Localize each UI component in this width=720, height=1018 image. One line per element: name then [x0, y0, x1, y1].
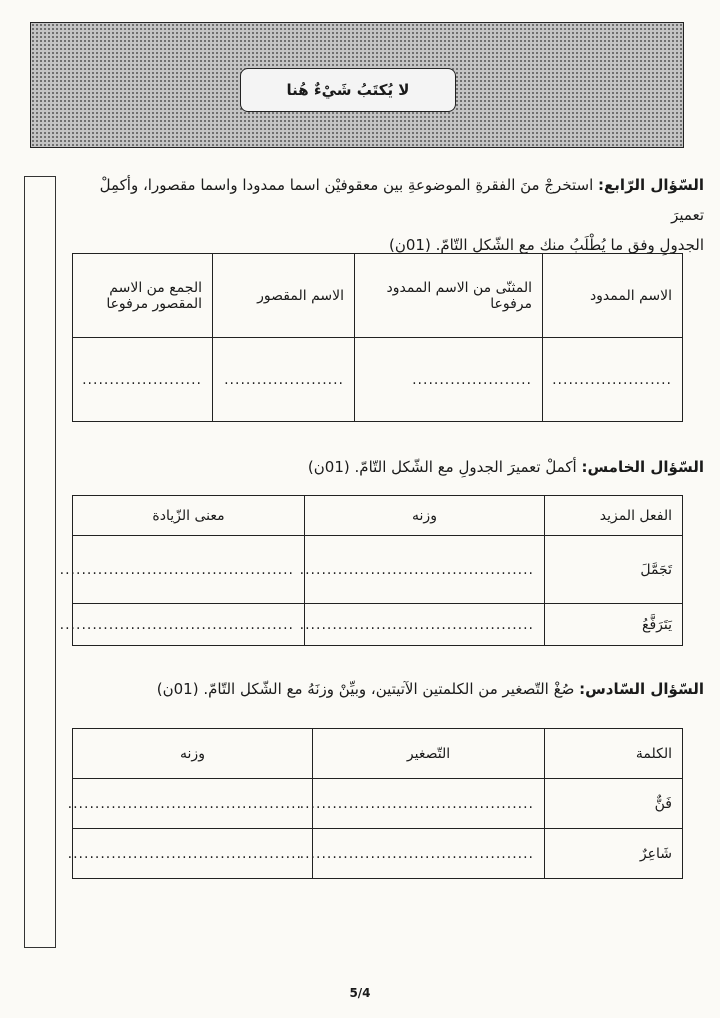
q4-header-dual: المثنّى من الاسم الممدود مرفوعا [355, 254, 543, 338]
question-5-label: السّؤال الخامس: [581, 458, 704, 476]
q6-word-1: فَنٌّ [545, 779, 683, 829]
q4-answer-3[interactable]: ...................... [213, 338, 355, 422]
question-5 [66, 452, 704, 482]
q6-pattern-answer-2[interactable]: ........................................... [73, 829, 313, 879]
question-4 [66, 170, 704, 260]
q5-header-pattern: وزنه [305, 496, 545, 536]
q6-diminutive-answer-1[interactable]: ........................................... [313, 779, 545, 829]
q6-header-diminutive: التّصغير [313, 729, 545, 779]
q6-word-2: شَاعِرٌ [545, 829, 683, 879]
page-number: 5/4 [349, 986, 371, 1000]
question-6-table [67, 728, 683, 879]
q6-header-word: الكلمة [545, 729, 683, 779]
question-6-label: السّؤال السّادس: [579, 680, 704, 698]
q5-meaning-answer-1[interactable]: ........................................... [73, 536, 305, 604]
q5-header-verb: الفعل المزيد [545, 496, 683, 536]
question-4-table [72, 253, 683, 422]
q5-verb-2: يَتَرَفَّعُ [545, 604, 683, 646]
q4-answer-1[interactable]: ...................... [543, 338, 683, 422]
q6-header-pattern: وزنه [73, 729, 313, 779]
question-6 [66, 674, 704, 704]
q4-header-plural: الجمع من الاسم المقصور مرفوعا [73, 254, 213, 338]
table-row [73, 779, 683, 829]
q5-verb-1: تَجَمَّلَ [545, 536, 683, 604]
question-4-text-line2: الجدولِ وفق ما يُطْلَبُ منك مع الشّكل التّامّ. (01ن) [389, 236, 704, 254]
no-write-note: لا يُكتَبُ شَيْءٌ هُنا [240, 68, 456, 112]
question-4-label: السّؤال الرّابع: [598, 176, 704, 194]
table-row [73, 604, 683, 646]
table-row [73, 829, 683, 879]
q5-meaning-answer-2[interactable]: ........................................... [73, 604, 305, 646]
q4-header-shortened-noun: الاسم المقصور [213, 254, 355, 338]
question-5-table [59, 495, 683, 646]
q4-header-extended-noun: الاسم الممدود [543, 254, 683, 338]
q5-header-meaning: معنى الزّيادة [73, 496, 305, 536]
q6-pattern-answer-1[interactable]: ........................................... [73, 779, 313, 829]
question-5-text: أكملْ تعميرَ الجدولِ مع الشّكل التّامّ. (01ن) [307, 458, 577, 476]
q4-answer-2[interactable]: ...................... [355, 338, 543, 422]
margin-frame [24, 176, 56, 948]
q5-pattern-answer-2[interactable]: ........................................... [305, 604, 545, 646]
q5-pattern-answer-1[interactable]: ........................................... [305, 536, 545, 604]
question-6-text: صُغْ التّصغير من الكلمتين الآتيتين، وبيِّنْ وزنَهُ مع الشّكل التّامّ. (01ن) [156, 680, 575, 698]
q4-answer-4[interactable]: ...................... [73, 338, 213, 422]
table-row [73, 536, 683, 604]
question-4-text-line1: استخرجْ منَ الفقرةِ الموضوعةِ بين معقوفيْن اسما ممدودا واسما مقصورا، وأكمِلْ تعميرَ [99, 176, 704, 224]
q6-diminutive-answer-2[interactable]: ........................................... [313, 829, 545, 879]
